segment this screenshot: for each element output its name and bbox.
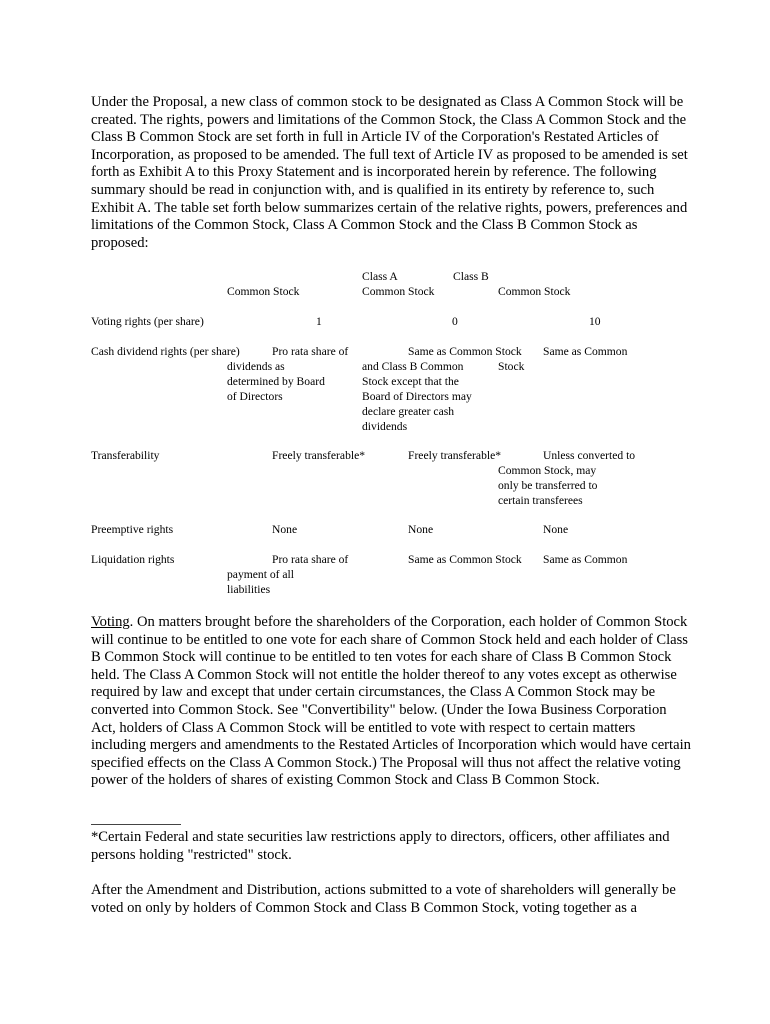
row-transfer-class-b-line1: Unless converted to xyxy=(543,449,636,462)
footnote: *Certain Federal and state securities law restrictions apply to directors, officers, other affiliates and persons holding "restricted" stock. xyxy=(91,829,670,863)
row-liquidation-class-a: Same as Common Stock xyxy=(408,553,522,566)
voting-paragraph xyxy=(91,614,691,790)
header-class-a-line1: Class A xyxy=(362,270,398,283)
row-dividend-common-line2: dividends as xyxy=(227,360,285,373)
row-voting-common: 1 xyxy=(316,315,322,328)
header-class-a-line2: Common Stock xyxy=(362,285,435,298)
row-transfer-common: Freely transferable* xyxy=(272,449,366,462)
row-transfer-class-a: Freely transferable* xyxy=(408,449,502,462)
row-dividend-class-a-line4: Board of Directors may xyxy=(362,390,472,403)
row-liquidation-class-b: Same as Common xyxy=(543,553,628,566)
row-dividend-class-b-line2: Stock xyxy=(498,360,525,373)
header-class-b-line2: Common Stock xyxy=(498,285,571,298)
voting-heading: Voting xyxy=(91,614,130,630)
row-voting-class-a: 0 xyxy=(452,315,458,328)
closing-paragraph: After the Amendment and Distribution, actions submitted to a vote of shareholders will generally be voted on only by holders of Common Stock and Class B Common Stock, voting together as a xyxy=(91,882,676,916)
row-liquidation-label: Liquidation rights xyxy=(91,553,175,566)
intro-paragraph: Under the Proposal, a new class of common stock to be designated as Class A Common Stock will be created. The rights, powers and limitations of the Common Stock, the Class A Common Stock and the Class B Common Stock are set forth in full in Article IV of the Corporation's Restated Articles of Incorporation, as proposed to be amended. The full text of Article IV as proposed to be amended is set forth as Exhibit A to this Proxy Statement and is incorporated herein by reference. The following summary should be read in conjunction with, and is qualified in its entirety by reference to, such Exhibit A. The table set forth below summarizes certain of the relative rights, powers, preferences and limitations of the Common Stock, Class A Common Stock and the Class B Common Stock as proposed: xyxy=(91,94,688,251)
row-liquidation-common-line3: liabilities xyxy=(227,583,271,596)
row-liquidation-common-line2: payment of all xyxy=(227,568,294,581)
row-dividend-class-b-line1: Same as Common xyxy=(543,345,628,358)
row-dividend-class-a-line6: dividends xyxy=(362,420,408,433)
row-dividend-class-a-line2: and Class B Common xyxy=(362,360,464,373)
row-transfer-class-b-line3: only be transferred to xyxy=(498,479,598,492)
row-preemptive-class-b: None xyxy=(543,523,569,536)
row-transfer-label: Transferability xyxy=(91,449,160,462)
row-voting-label: Voting rights (per share) xyxy=(91,315,204,328)
voting-text: . On matters brought before the shareholders of the Corporation, each holder of Common Stock will continue to be entitled to one vote for each share of Common Stock held and each holder of Class B Common Stock will continue to be entitled to ten votes for each share of Class B Common Stock held. The Class A Common Stock will not entitle the holder thereof to any votes except as otherwise required by law and except that under certain circumstances, the Class A Common Stock may be converted into Common Stock. See "Convertibility" below. (Under the Iowa Business Corporation Act, holders of Class A Common Stock will be entitled to vote with respect to certain matters including mergers and amendments to the Restated Articles of Incorporation which would have certain specified effects on the Class A Common Stock.) The Proposal will thus not affect the relative voting power of the holders of shares of existing Common Stock and Class B Common Stock. xyxy=(91,614,691,789)
row-transfer-class-b-line2: Common Stock, may xyxy=(498,464,597,477)
header-class-b-line1: Class B xyxy=(453,270,489,283)
row-dividend-class-a-line3: Stock except that the xyxy=(362,375,459,388)
row-dividend-common-line3: determined by Board xyxy=(227,375,325,388)
row-liquidation-common-line1: Pro rata share of xyxy=(272,553,349,566)
row-dividend-common-line4: of Directors xyxy=(227,390,283,403)
row-preemptive-class-a: None xyxy=(408,523,434,536)
header-common: Common Stock xyxy=(227,285,300,298)
row-dividend-label: Cash dividend rights (per share) xyxy=(91,345,240,358)
row-preemptive-common: None xyxy=(272,523,298,536)
row-dividend-class-a-line1: Same as Common Stock xyxy=(408,345,522,358)
row-voting-class-b: 10 xyxy=(589,315,601,328)
footnote-divider xyxy=(91,824,181,825)
row-preemptive-label: Preemptive rights xyxy=(91,523,174,536)
row-dividend-common-line1: Pro rata share of xyxy=(272,345,349,358)
row-transfer-class-b-line4: certain transferees xyxy=(498,494,583,507)
row-dividend-class-a-line5: declare greater cash xyxy=(362,405,455,418)
